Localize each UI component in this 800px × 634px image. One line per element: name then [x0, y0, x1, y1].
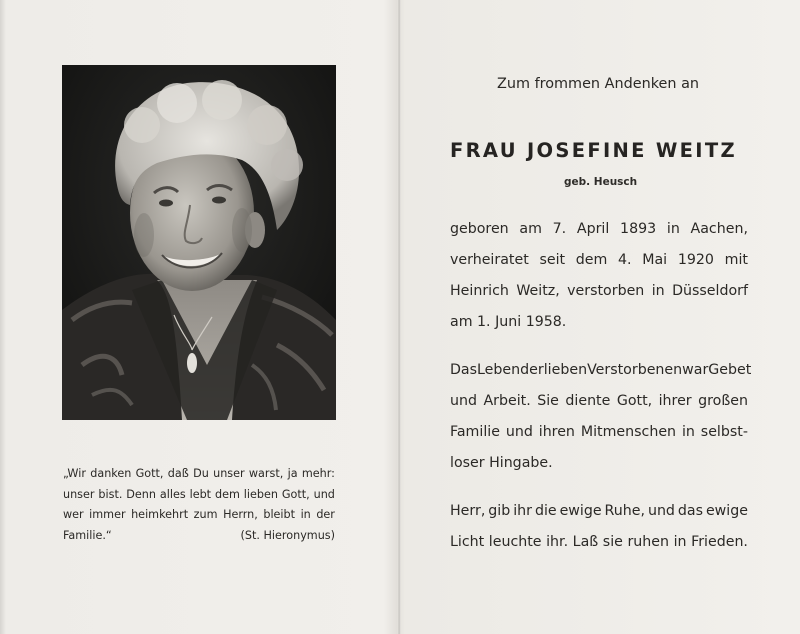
tribute-line: Das Leben der lieben Verstorbenen war Gebet: [450, 362, 752, 378]
prayer-line: Licht leuchte ihr. Laß sie ruhen in Frieden.: [450, 534, 748, 550]
bio-line: Heinrich Weitz, verstorben in Düsseldorf: [450, 283, 748, 299]
card-edge-shadow: [0, 0, 6, 634]
card-fold: [398, 0, 401, 634]
tribute-line: und Arbeit. Sie diente Gott, ihrer großen: [450, 393, 748, 409]
quote-line: wer immer heimkehrt zum Herrn, bleibt in der: [63, 508, 335, 522]
biography-paragraph: [450, 214, 748, 338]
bio-line: verheiratet seit dem 4. Mai 1920 mit: [450, 252, 748, 268]
bio-line: am 1. Juni 1958.: [450, 314, 567, 330]
prayer-line: Herr, gib ihr die ewige Ruhe, und das ewige: [450, 503, 748, 519]
tribute-line: loser Hingabe.: [450, 455, 553, 471]
prayer-paragraph: [450, 496, 748, 558]
intro-text: Zum frommen Andenken an: [497, 76, 700, 92]
quote-attribution: (St. Hieronymus): [240, 528, 335, 542]
bio-line: geboren am 7. April 1893 in Aachen,: [450, 221, 748, 237]
portrait-photo: [62, 65, 336, 420]
quote-line: „Wir danken Gott, daß Du unser warst, ja mehr:: [63, 467, 335, 480]
deceased-name: FRAU JOSEFINE WEITZ: [450, 139, 737, 162]
tribute-line: Familie und ihren Mitmenschen in selbst-: [450, 424, 748, 440]
quote-line: unser bist. Denn alles lebt dem lieben Gott, und: [63, 487, 335, 501]
maiden-name: geb. Heusch: [564, 176, 638, 188]
quote-block: [63, 464, 335, 546]
tribute-paragraph: [450, 355, 752, 479]
quote-line: [63, 526, 335, 547]
quote-text: Familie.“: [63, 528, 112, 542]
